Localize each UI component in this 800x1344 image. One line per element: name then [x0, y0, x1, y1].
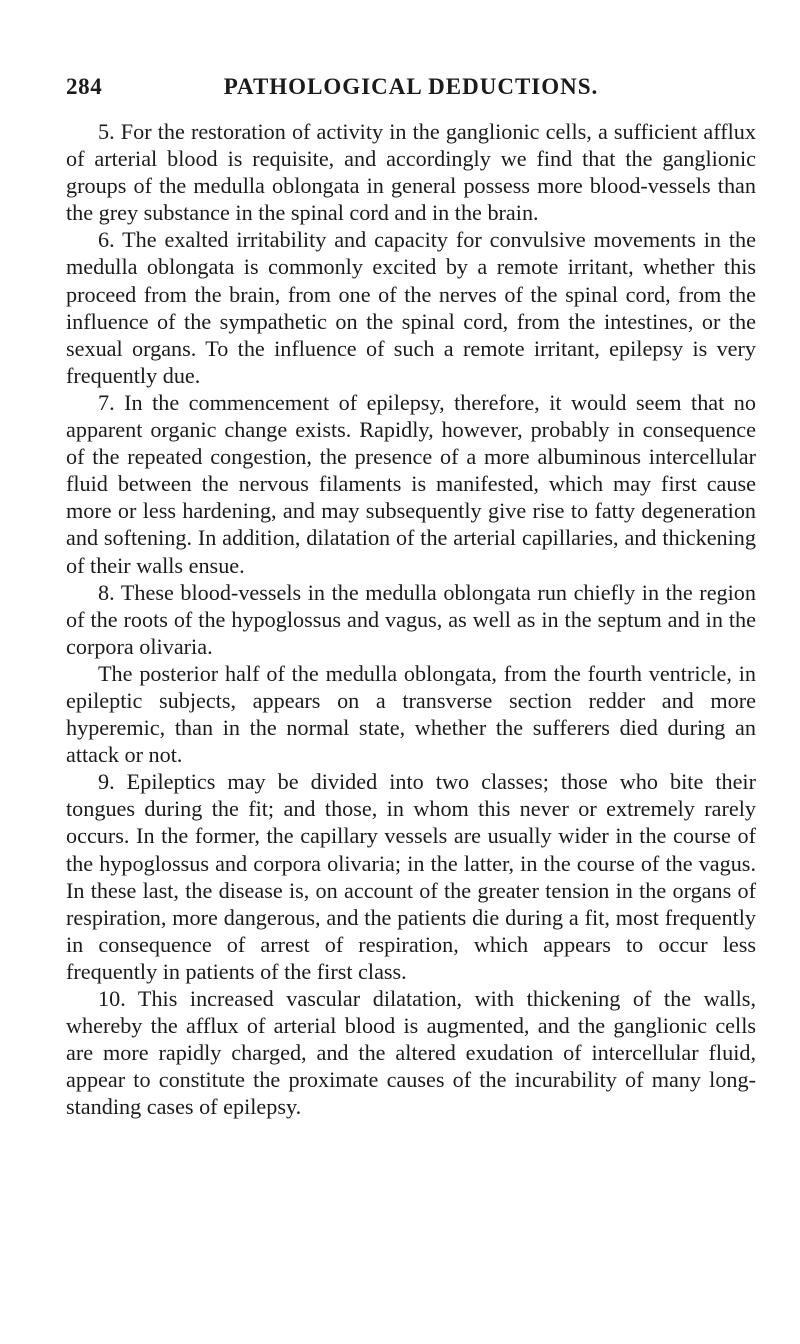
page-number: 284 — [66, 74, 103, 99]
body-text — [66, 118, 756, 1120]
page-title: PATHOLOGICAL DEDUCTIONS. — [223, 74, 599, 99]
paragraph-10: 10. This increased vascular dilatation, with thickening of the walls, whereby the afflux of arterial blood is augmented, and the ganglionic cells are more rapidly charged, and the altered exudation of intercellular fluid, appear to constitute the proximate causes of the incurability of many long-standing cases of epilepsy. — [66, 986, 756, 1120]
paragraph-5: 5. For the restoration of activity in the ganglionic cells, a sufficient afflux of arterial blood is requisite, and accordingly we find that the ganglionic groups of the medulla oblongata in general possess more blood-vessels than the grey substance in the spinal cord and in the brain. — [66, 119, 756, 226]
paragraph-9: 9. Epileptics may be divided into two classes; those who bite their tongues during the fit; and those, in whom this never or extremely rarely occurs. In the former, the capillary vessels are usually wider in the course of the hypoglossus and corpora olivaria; in the latter, in the course of the vagus. In these last, the disease is, on account of the greater tension in the organs of respiration, more dangerous, and the patients die during a fit, most frequently in consequence of arrest of respiration, which appears to occur less frequently in patients of the first class. — [66, 769, 756, 984]
paragraph-8: 8. These blood-vessels in the medulla oblongata run chiefly in the region of the roots of the hypoglossus and vagus, as well as in the septum and in the corpora olivaria. — [66, 579, 756, 659]
paragraph-6: 6. The exalted irritability and capacity for convulsive movements in the medulla oblongata is commonly excited by a remote irritant, whether this proceed from the brain, from one of the nerves of the spinal cord, from the influence of the sympathetic on the spinal cord, from the intestines, or the sexual organs. To the influence of such a remote irritant, epilepsy is very frequently due. — [66, 227, 756, 388]
running-head — [66, 74, 756, 110]
paragraph-7: 7. In the commencement of epilepsy, therefore, it would seem that no apparent organic change exists. Rapidly, however, probably in consequence of the repeated congestion, the presence of a more albuminous intercellular fluid between the nervous filaments is manifested, which may first cause more or less hardening, and may subsequently give rise to fatty degeneration and softening. In addition, dilatation of the arterial capillaries, and thickening of their walls ensue. — [66, 389, 756, 578]
paragraph-posterior-half: The posterior half of the medulla oblongata, from the fourth ventricle, in epileptic subjects, appears on a transverse section redder and more hyperemic, than in the normal state, whether the sufferers died during an attack or not. — [66, 660, 756, 768]
